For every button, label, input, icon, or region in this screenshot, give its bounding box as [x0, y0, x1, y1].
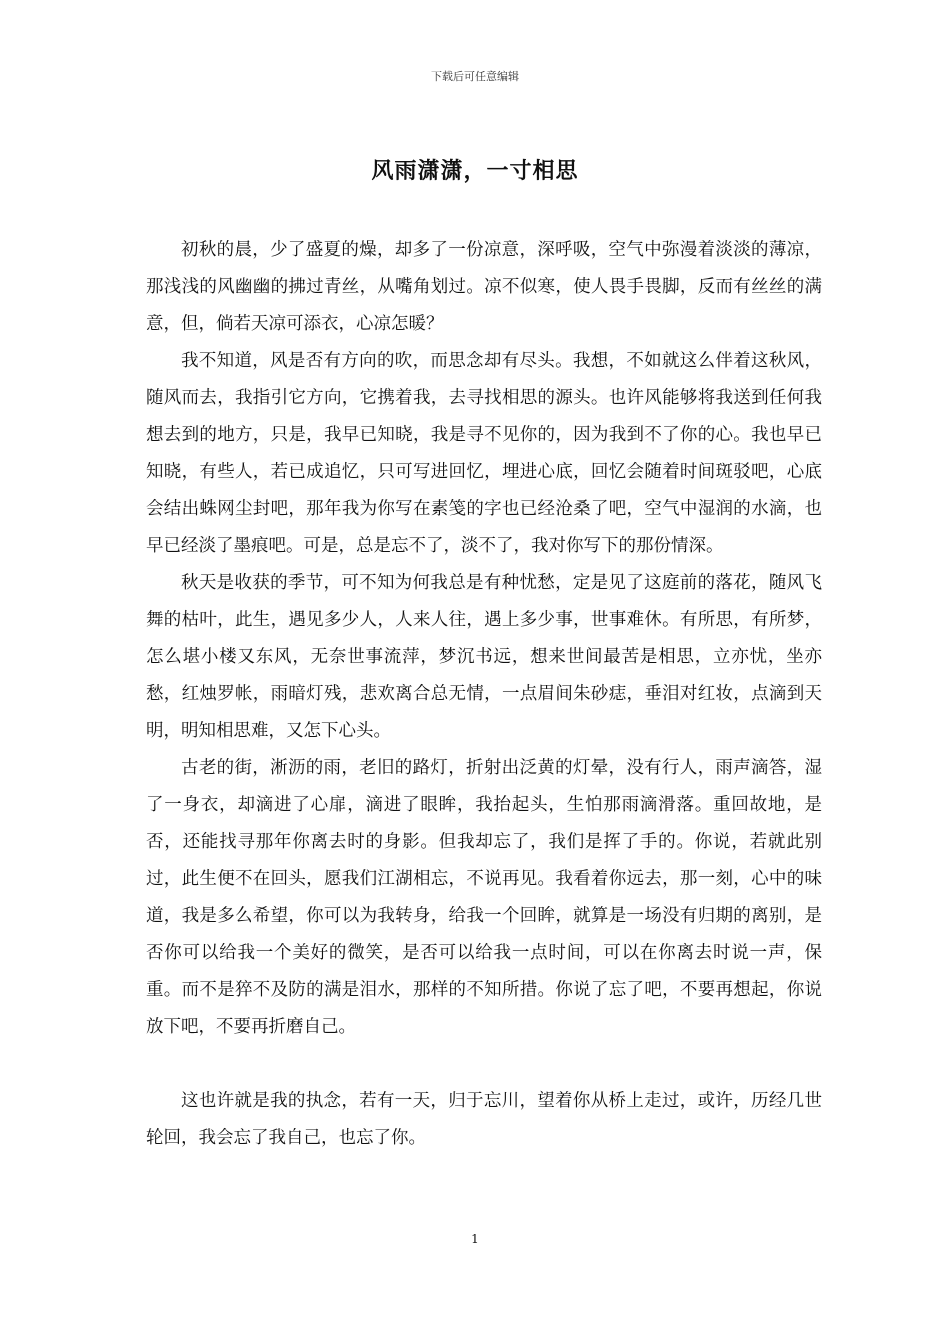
page-header: 下载后可任意编辑	[431, 70, 519, 83]
paragraph: 初秋的晨，少了盛夏的燥，却多了一份凉意，深呼吸，空气中弥漫着淡淡的薄凉，那浅浅的风幽幽的拂过青丝，从嘴角划过。凉不似寒，使人畏手畏脚，反而有丝丝的满意，但，倘若天凉可添衣，心凉怎暖？	[146, 240, 822, 334]
page-number: 1	[471, 1232, 479, 1246]
paragraph: 我不知道，风是否有方向的吹，而思念却有尽头。我想，不如就这么伴着这秋风，随风而去，我指引它方向，它携着我，去寻找相思的源头。也许风能够将我送到任何我想去到的地方，只是，我早已知晓，我是寻不见你的，因为我到不了你的心。我也早已知晓，有些人，若已成追忆，只可写进回忆，埋进心底，回忆会随着时间斑驳吧，心底会结出蛛网尘封吧，那年我为你写在素笺的字也已经沧桑了吧，空气中湿润的水滴，也早已经淡了墨痕吧。可是，总是忘不了，淡不了，我对你写下的那份情深。	[146, 351, 822, 556]
document-title: 风雨潇潇，一寸相思	[371, 158, 579, 184]
document-body	[146, 232, 822, 1157]
paragraph: 秋天是收获的季节，可不知为何我总是有种忧愁，定是见了这庭前的落花，随风飞舞的枯叶，此生，遇见多少人，人来人往，遇上多少事，世事难休。有所思，有所梦，怎么堪小楼又东风，无奈世事流萍，梦沉书远，想来世间最苦是相思，立亦忧，坐亦愁，红烛罗帐，雨暗灯残，悲欢离合总无情，一点眉间朱砂痣，垂泪对红妆，点滴到天明，明知相思难，又怎下心头。	[146, 573, 822, 741]
paragraph: 古老的街，淅沥的雨，老旧的路灯，折射出泛黄的灯晕，没有行人，雨声滴答，湿了一身衣，却滴进了心扉，滴进了眼眸，我抬起头，生怕那雨滴滑落。重回故地，是否，还能找寻那年你离去时的身影。但我却忘了，我们是挥了手的。你说，若就此别过，此生便不在回头，愿我们江湖相忘，不说再见。我看着你远去，那一刻，心中的味道，我是多么希望，你可以为我转身，给我一个回眸，就算是一场没有归期的离别，是否你可以给我一个美好的微笑，是否可以给我一点时间，可以在你离去时说一声，保重。而不是猝不及防的满是泪水，那样的不知所措。你说了忘了吧，不要再想起，你说放下吧，不要再折磨自己。	[146, 758, 822, 1037]
paragraph: 这也许就是我的执念，若有一天，归于忘川，望着你从桥上走过，或许，历经几世轮回，我会忘了我自己，也忘了你。	[146, 1091, 822, 1148]
